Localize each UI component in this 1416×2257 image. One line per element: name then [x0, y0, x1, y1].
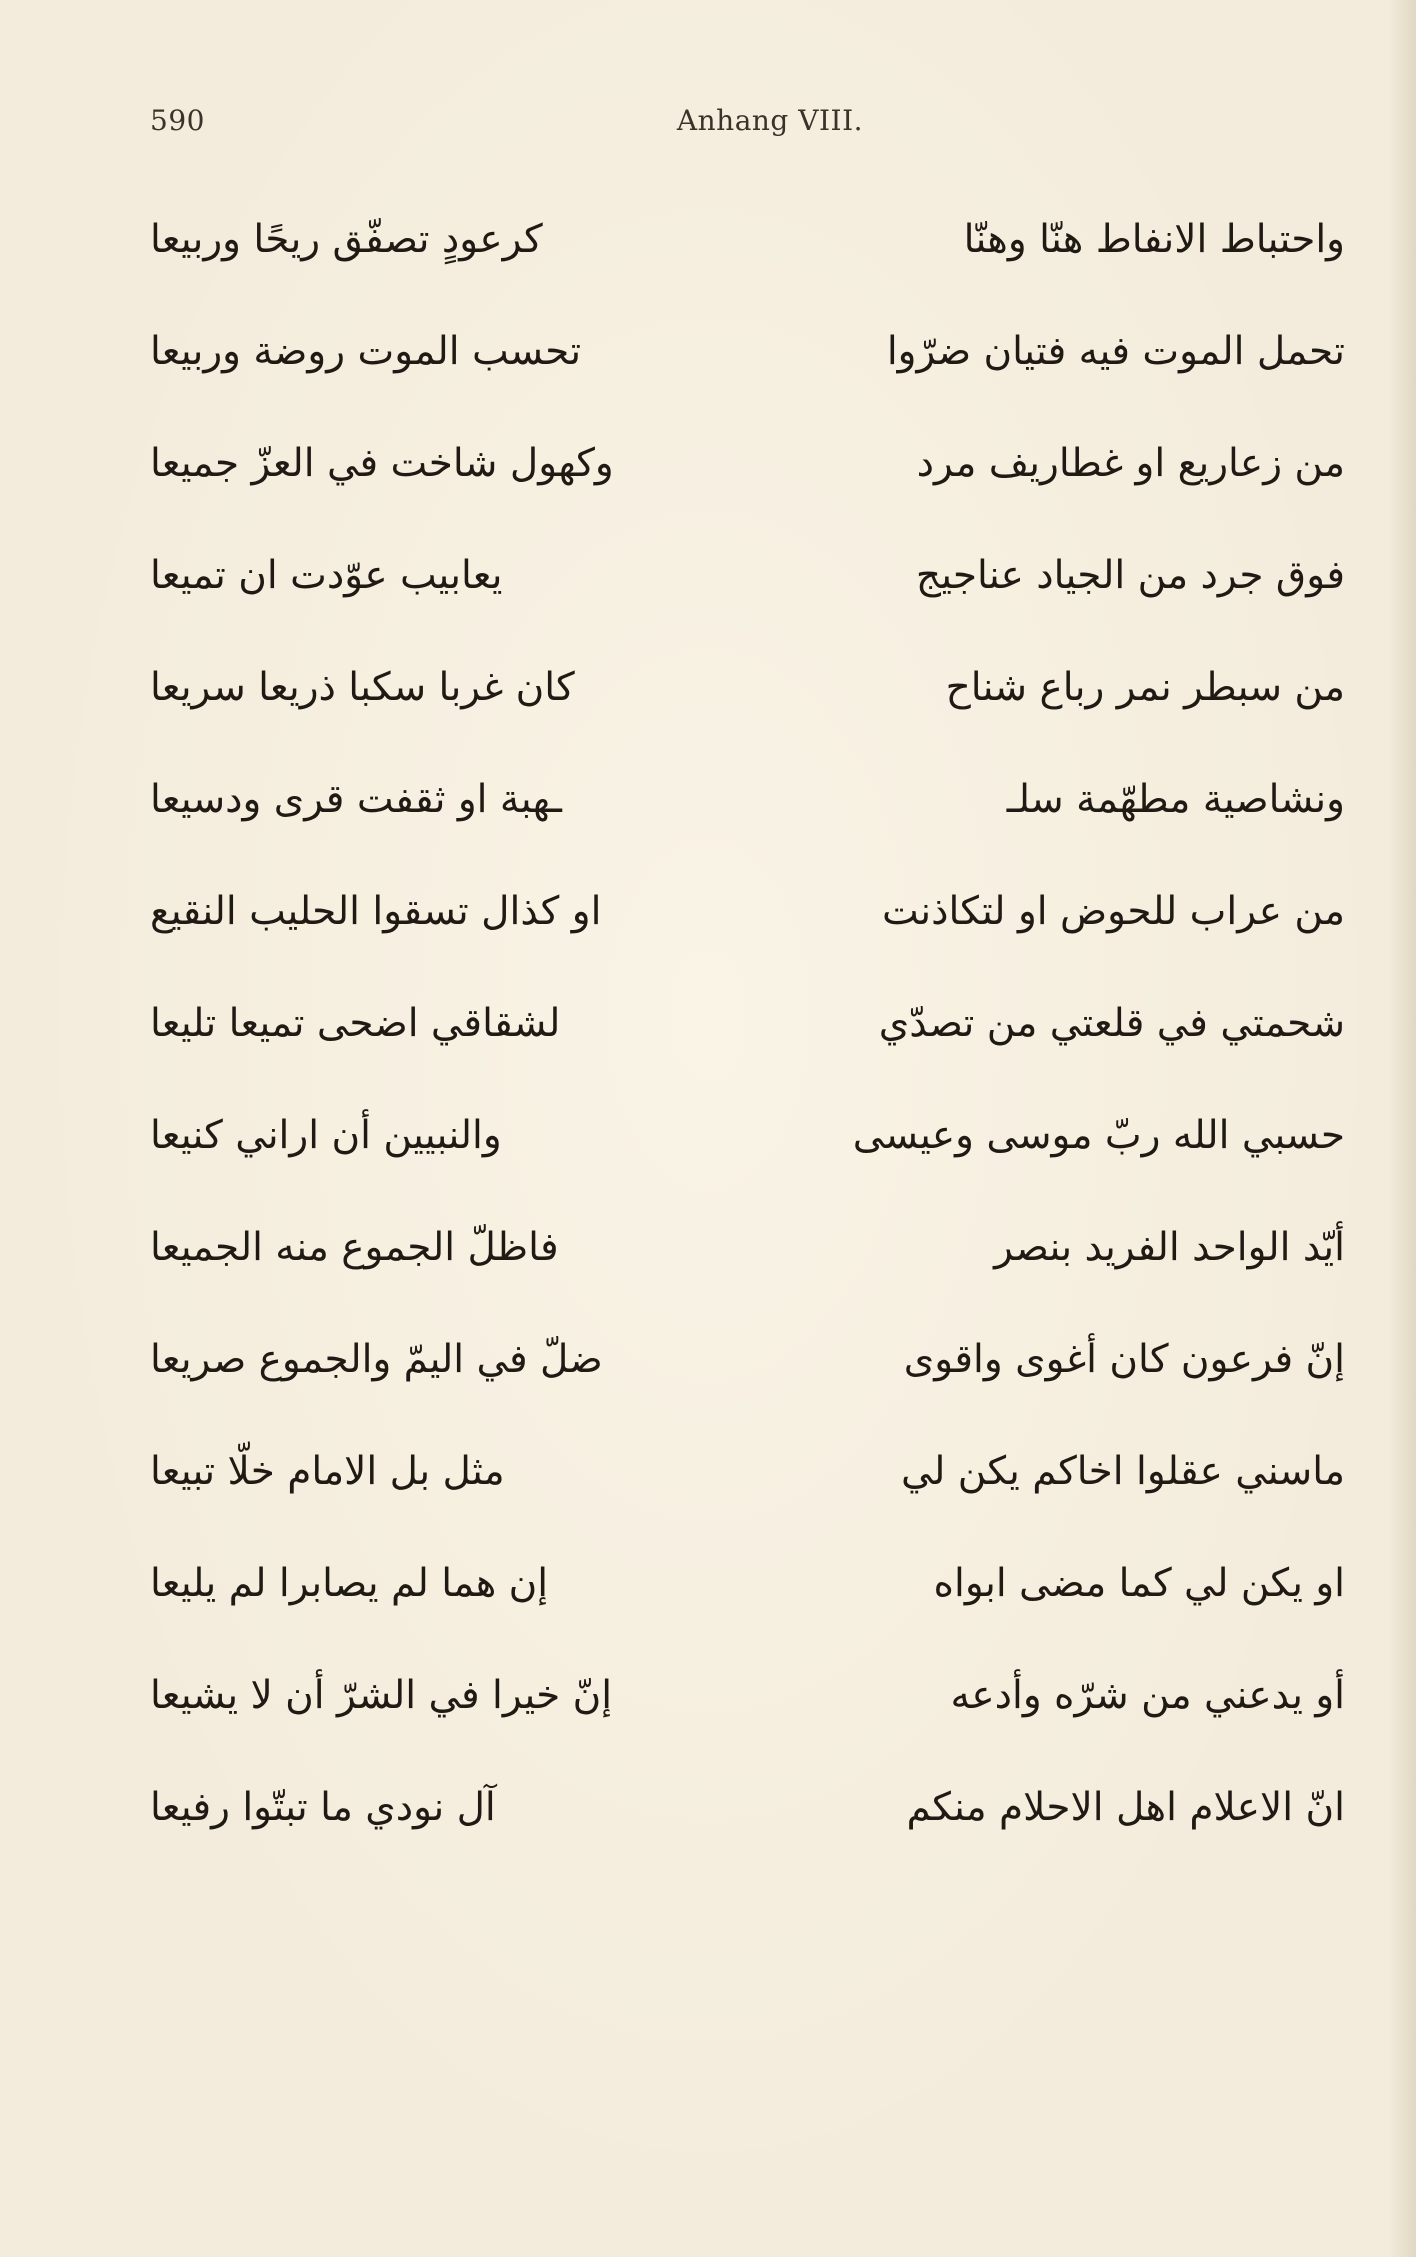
first-hemistich: من سبطر نمر رباع شناح	[945, 665, 1345, 710]
verse-line	[150, 643, 1345, 743]
first-hemistich: شحمتي في قلعتي من تصدّي	[878, 1001, 1345, 1046]
first-hemistich: من عراب للحوض او لتكاذنت	[881, 889, 1345, 934]
first-hemistich: او يكن لي كما مضى ابواه	[933, 1561, 1345, 1606]
verse-line	[150, 1091, 1345, 1191]
first-hemistich: من زعاريع او غطاريف مرد	[916, 441, 1345, 486]
first-hemistich: تحمل الموت فيه فتيان ضرّوا	[886, 329, 1345, 374]
page-header	[150, 104, 1340, 144]
second-hemistich: ضلّ في اليمّ والجموع صريعا	[150, 1337, 603, 1382]
second-hemistich: والنبيين أن اراني كنيعا	[150, 1113, 502, 1158]
second-hemistich: او كذال تسقوا الحليب النقيع	[150, 889, 602, 934]
first-hemistich: ونشاصية مطهّمة سلـ	[1006, 777, 1345, 822]
verse-line	[150, 1203, 1345, 1303]
verse-line	[150, 419, 1345, 519]
first-hemistich: انّ الاعلام اهل الاحلام منكم	[906, 1785, 1345, 1830]
verse-line	[150, 195, 1345, 295]
second-hemistich: كان غربا سكبا ذريعا سريعا	[150, 665, 575, 710]
second-hemistich: كرعودٍ تصفّق ريحًا وربيعا	[150, 217, 543, 262]
second-hemistich: ـهبة او ثقفت قرى ودسيعا	[150, 777, 562, 822]
verse-line	[150, 979, 1345, 1079]
second-hemistich: لشقاقي اضحى تميعا تليعا	[150, 1001, 561, 1046]
page-number: 590	[150, 104, 205, 137]
second-hemistich: يعابيب عوّدت ان تميعا	[150, 553, 503, 598]
second-hemistich: فاظلّ الجموع منه الجميعا	[150, 1225, 559, 1270]
first-hemistich: أو يدعني من شرّه وأدعه	[950, 1673, 1345, 1718]
verse-line	[150, 1539, 1345, 1639]
second-hemistich: وكهول شاخت في العزّ جميعا	[150, 441, 614, 486]
verse-line	[150, 1315, 1345, 1415]
second-hemistich: تحسب الموت روضة وربيعا	[150, 329, 582, 374]
second-hemistich: آل نودي ما تبتّوا رفيعا	[150, 1785, 496, 1830]
poem-body	[150, 195, 1345, 2015]
first-hemistich: إنّ فرعون كان أغوى واقوى	[903, 1337, 1345, 1382]
first-hemistich: أيّد الواحد الفريد بنصر	[994, 1225, 1345, 1270]
verse-line	[150, 755, 1345, 855]
verse-line	[150, 531, 1345, 631]
binding-shadow	[1388, 0, 1416, 2257]
second-hemistich: مثل بل الامام خلّا تبيعا	[150, 1449, 505, 1494]
verse-line	[150, 1427, 1345, 1527]
second-hemistich: إنّ خيرا في الشرّ أن لا يشيعا	[150, 1673, 613, 1718]
first-hemistich: فوق جرد من الجياد عناجيج	[915, 553, 1345, 598]
first-hemistich: واحتباط الانفاط هنّا وهنّا	[963, 217, 1345, 262]
verse-line	[150, 1763, 1345, 1863]
second-hemistich: إن هما لم يصابرا لم يليعا	[150, 1561, 549, 1606]
running-head: Anhang VIII.	[676, 104, 864, 137]
verse-line	[150, 1651, 1345, 1751]
first-hemistich: ماسني عقلوا اخاكم يكن لي	[900, 1449, 1345, 1494]
verse-line	[150, 867, 1345, 967]
verse-line	[150, 307, 1345, 407]
first-hemistich: حسبي الله ربّ موسى وعيسى	[852, 1113, 1345, 1158]
